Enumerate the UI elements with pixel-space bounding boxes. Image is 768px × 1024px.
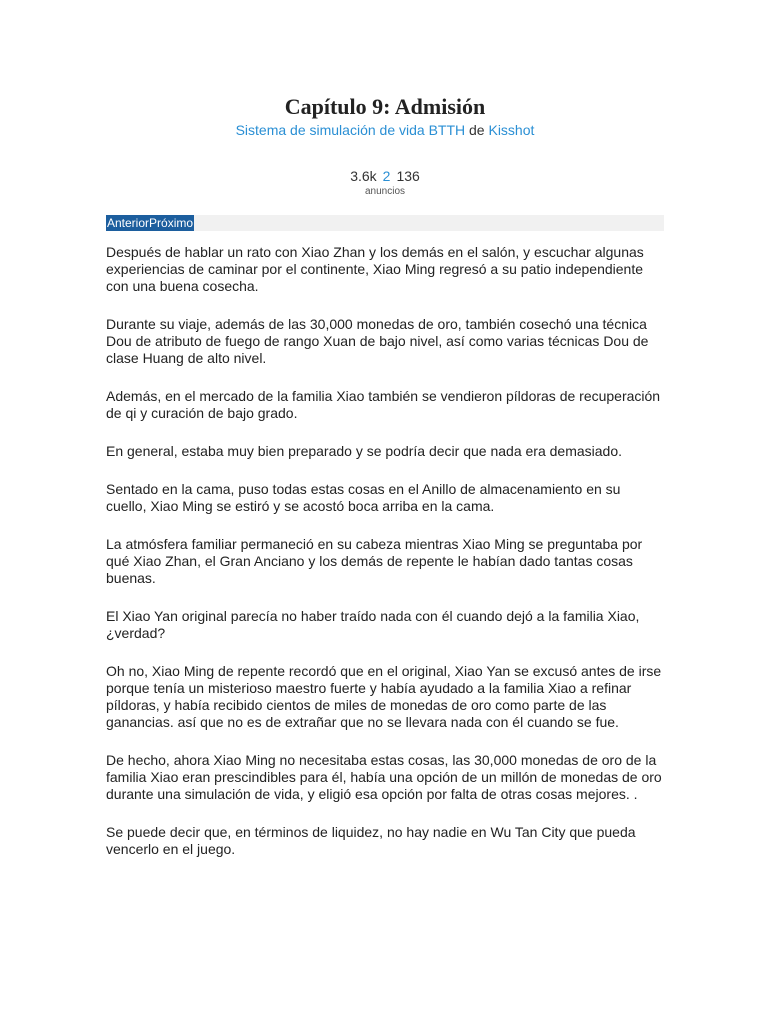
chapter-nav-selection bbox=[106, 215, 194, 231]
paragraph: Además, en el mercado de la familia Xiao también se vendieron píldoras de recuperación de qi y curación de bajo grado. bbox=[106, 388, 661, 421]
paragraph: Oh no, Xiao Ming de repente recordó que en el original, Xiao Yan se excusó antes de irse porque tenía un misterioso maestro fuerte y había ayudado a la familia Xiao a refinar píldoras, y había recibido cientos de miles de monedas de oro como parte de las ganancias. así que no es de extrañar que no se llevara nada con él cuando se fue. bbox=[106, 663, 662, 730]
next-chapter-link[interactable]: Próximo bbox=[149, 216, 194, 230]
comments-count: 136 bbox=[396, 168, 420, 184]
paragraph: Sentado en la cama, puso todas estas cosas en el Anillo de almacenamiento en su cuello, Xiao Ming se estiró y se acostó boca arriba en la cama. bbox=[106, 481, 621, 514]
chapter-title: Capítulo 9: Admisión bbox=[284, 94, 486, 119]
ads-label: anuncios bbox=[364, 186, 406, 197]
author-link[interactable]: Kisshot bbox=[488, 122, 535, 138]
chapter-stats bbox=[106, 167, 664, 185]
paragraph: De hecho, ahora Xiao Ming no necesitaba estas cosas, las 30,000 monedas de oro de la familia Xiao eran prescindibles para él, había una opción de un millón de monedas de oro durante una simulación de vida, y eligió esa opción por falta de otras cosas mejores. . bbox=[106, 752, 662, 802]
novel-title-link[interactable]: Sistema de simulación de vida BTTH bbox=[235, 122, 466, 138]
paragraph: Durante su viaje, además de las 30,000 monedas de oro, también cosechó una técnica Dou de atributo de fuego de rango Xuan de bajo nivel, así como varias técnicas Dou de clase Huang de alto nivel. bbox=[106, 316, 649, 366]
byline bbox=[106, 120, 664, 140]
prev-chapter-link[interactable]: Anterior bbox=[107, 216, 150, 230]
views-count: 3.6k bbox=[350, 168, 377, 184]
paragraph: El Xiao Yan original parecía no haber traído nada con él cuando dejó a la familia Xiao, ¿verdad? bbox=[106, 608, 640, 641]
paragraph: Se puede decir que, en términos de liquidez, no hay nadie en Wu Tan City que pueda vencerlo en el juego. bbox=[106, 824, 636, 857]
chapter-nav-bar bbox=[106, 215, 664, 231]
byline-by-word: de bbox=[469, 122, 485, 138]
chapter-content bbox=[106, 244, 664, 879]
stats-middle-link[interactable]: 2 bbox=[382, 168, 391, 184]
paragraph: La atmósfera familiar permaneció en su cabeza mientras Xiao Ming se preguntaba por qué Xiao Zhan, el Gran Anciano y los demás de repente le habían dado tantas cosas buenas. bbox=[106, 536, 643, 586]
paragraph: En general, estaba muy bien preparado y se podría decir que nada era demasiado. bbox=[106, 443, 623, 459]
paragraph: Después de hablar un rato con Xiao Zhan y los demás en el salón, y escuchar algunas experiencias de caminar por el continente, Xiao Ming regresó a su patio independiente con una buena cosecha. bbox=[106, 244, 644, 294]
